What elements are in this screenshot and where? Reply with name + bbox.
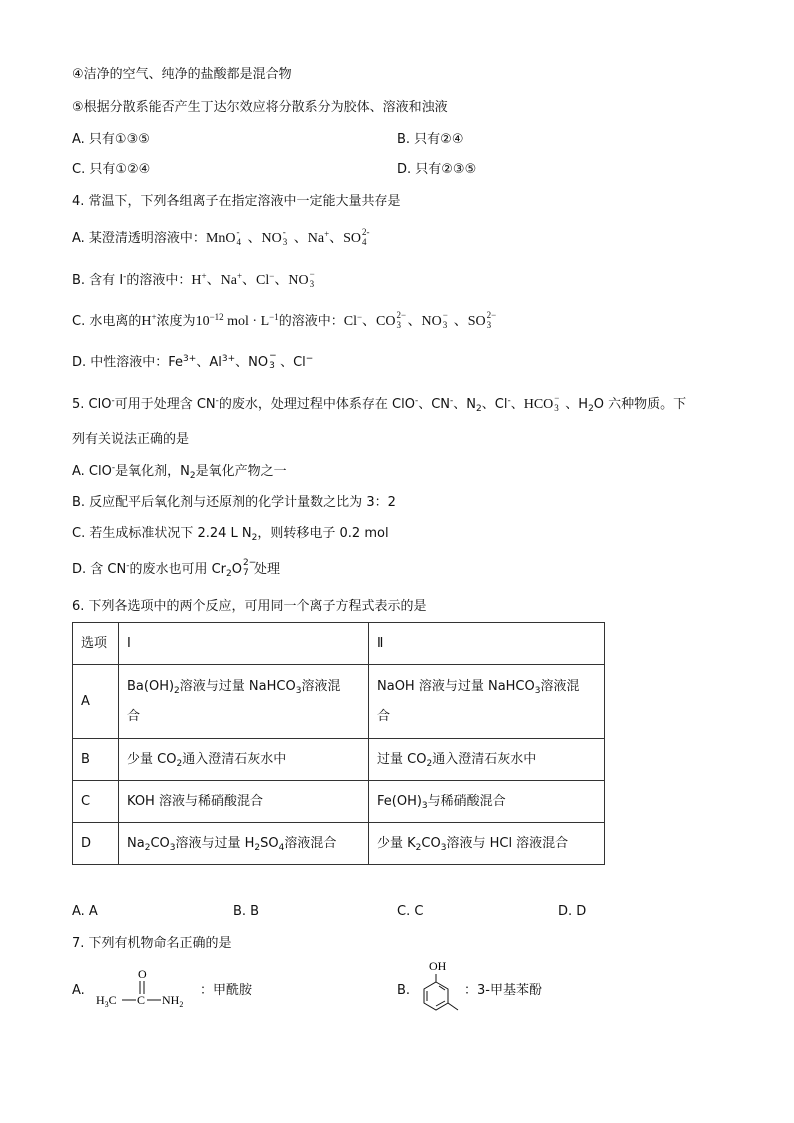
acetamide-structure bbox=[92, 966, 202, 1010]
row-key: A bbox=[73, 665, 119, 739]
q5-stem-line2: 列有关说法正确的是 bbox=[72, 432, 190, 447]
q6-answer-a: A. A bbox=[72, 904, 98, 919]
mol-a-ch3: $H_3C$ bbox=[96, 993, 117, 1009]
header-option: 选项 bbox=[73, 623, 119, 665]
row-c-col-2: $Fe(OH)_3$与稀硝酸混合 bbox=[369, 781, 605, 823]
q3-option-d: D. 只有②③⑤ bbox=[397, 162, 477, 177]
table-row bbox=[73, 823, 605, 865]
q3-statement-5: ⑤根据分散系能否产生丁达尔效应将分散系分为胶体、溶液和浊液 bbox=[72, 100, 448, 115]
q4-option-a-ions: MnO - 4 、NO - 3 、Na+、SO 2- 4 bbox=[205, 227, 370, 247]
row-c-col-1: KOH 溶液与稀硝酸混合 bbox=[119, 781, 369, 823]
q4-option-a-label: A. 某澄清透明溶液中： bbox=[72, 231, 206, 246]
table-header-row bbox=[73, 623, 605, 665]
header-col-1: Ⅰ bbox=[119, 623, 369, 665]
mol-b-oh: OH bbox=[429, 959, 447, 973]
row-key: D bbox=[73, 823, 119, 865]
table-row bbox=[73, 739, 605, 781]
q3-option-a: A. 只有①③⑤ bbox=[72, 132, 150, 147]
q4-option-d-ions: $Fe^{3+}$、$Al^{3+}$、NO − 3 、Cl− bbox=[168, 351, 314, 371]
row-a-col-1: $Ba(OH)_2$溶液与过量 NaHCO$_3$溶液混 合 bbox=[119, 665, 369, 739]
q4-option-c-mid: 浓度为 bbox=[156, 314, 196, 329]
mol-a-nh2: $NH_2$ bbox=[162, 993, 184, 1009]
q4-option-c: C. 水电离的H+浓度为$10^{-12}$ mol · $L^{-1}$的溶液中：Cl−、CO 2− 3 、NO − 3 、SO 2− 3 bbox=[72, 310, 497, 330]
row-d-col-2: 少量 $K_2CO_3$溶液与 HCl 溶液混合 bbox=[369, 823, 605, 865]
q3-option-b: B. 只有②④ bbox=[397, 132, 464, 147]
q7-stem: 7. 下列有机物命名正确的是 bbox=[72, 936, 232, 951]
q6-answer-b: B. B bbox=[233, 904, 260, 919]
q7-option-b-label: B. bbox=[397, 983, 411, 998]
row-key: B bbox=[73, 739, 119, 781]
row-a-col-2: NaOH 溶液与过量 NaHCO$_3$溶液混 合 bbox=[369, 665, 605, 739]
q3-statement-4: ④洁净的空气、纯净的盐酸都是混合物 bbox=[72, 67, 292, 82]
q4-option-c-end: 的溶液中： bbox=[278, 314, 344, 329]
mol-a-oxygen: O bbox=[138, 967, 147, 981]
q4-option-a bbox=[72, 227, 373, 248]
header-col-2: Ⅱ bbox=[369, 623, 605, 665]
q4-option-d-label: D. 中性溶液中： bbox=[72, 355, 169, 370]
q6-options-table bbox=[72, 622, 605, 865]
q5-option-a: A. ClO-是氧化剂，$N_2$是氧化产物之一 bbox=[72, 463, 287, 481]
q6-answer-d: D. D bbox=[558, 904, 587, 919]
q5-option-d: D. 含 CN-的废水也可用 $Cr_2O$ 2− 7 处理 bbox=[72, 558, 281, 579]
row-b-col-2: 过量 $CO_2$通入澄清石灰水中 bbox=[369, 739, 605, 781]
q3-option-c: C. 只有①②④ bbox=[72, 162, 151, 177]
table-row bbox=[73, 665, 605, 739]
row-b-col-1: 少量 $CO_2$通入澄清石灰水中 bbox=[119, 739, 369, 781]
q5-option-b: B. 反应配平后氧化剂与还原剂的化学计量数之比为 3：2 bbox=[72, 495, 396, 510]
q4-option-c-label: C. 水电离的 bbox=[72, 314, 142, 329]
q7-option-b-name: ：3-甲基苯酚 bbox=[464, 983, 542, 998]
row-d-col-1: $Na_2CO_3$溶液与过量 $H_2SO_4$溶液混合 bbox=[119, 823, 369, 865]
q4-option-b-label: B. 含有 I bbox=[72, 273, 124, 288]
q5-option-c: C. 若生成标准状况下 2.24 L $N_2$，则转移电子 0.2 mol bbox=[72, 526, 389, 543]
q4-option-d bbox=[72, 351, 314, 372]
q7-option-a-label: A. bbox=[72, 983, 85, 998]
q5-stem-line1: 5. ClO-可用于处理含 CN-的废水，处理过程中体系存在 ClO-、CN-、$N_2$、Cl-、HCO − 3 、$H_2O$ 六种物质。下 bbox=[72, 393, 687, 414]
mol-a-carbonyl-c: C bbox=[137, 993, 146, 1007]
row-key: C bbox=[73, 781, 119, 823]
q4-option-b-ions: H+、Na+、Cl−、NO − 3 bbox=[191, 269, 315, 289]
q7-option-a-name: ：甲酰胺 bbox=[200, 983, 253, 998]
cresol-structure bbox=[412, 956, 472, 1020]
q4-option-b-mid: 的溶液中： bbox=[126, 273, 192, 288]
q4-option-b: B. 含有 I-的溶液中：H+、Na+、Cl−、NO − 3 bbox=[72, 272, 321, 290]
q6-stem: 6. 下列各选项中的两个反应，可用同一个离子方程式表示的是 bbox=[72, 599, 427, 614]
q4-option-c-ions: Cl−、CO 2− 3 、NO − 3 、SO 2− 3 bbox=[343, 310, 497, 330]
q6-answer-c: C. C bbox=[397, 904, 424, 919]
table-row bbox=[73, 781, 605, 823]
q4-stem: 4. 常温下，下列各组离子在指定溶液中一定能大量共存是 bbox=[72, 194, 401, 209]
